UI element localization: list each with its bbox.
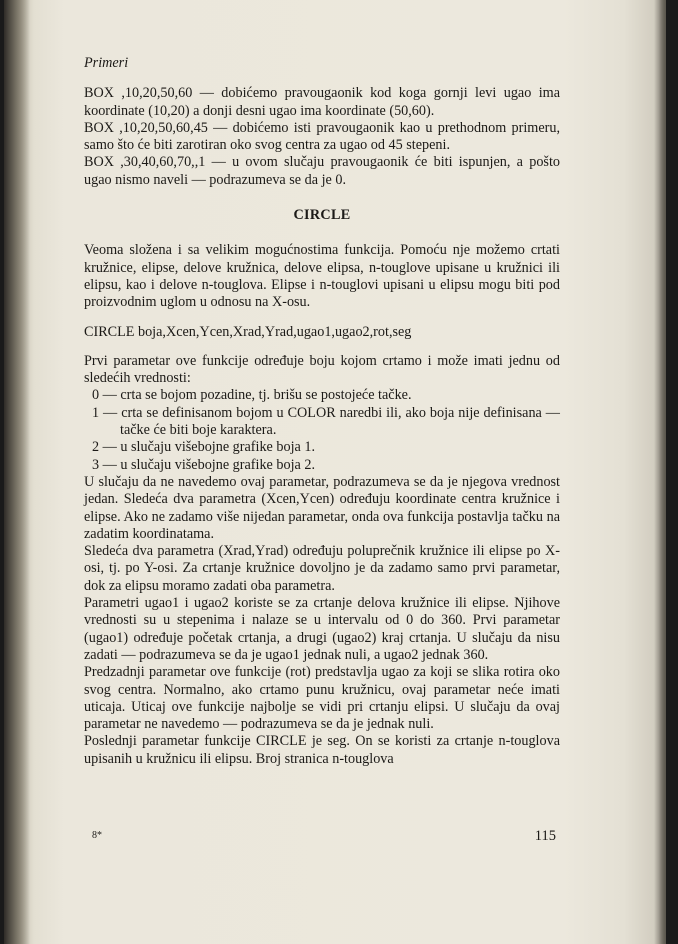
list-item: 1 — crta se definisanom bojom u COLOR naredbi ili, ako boja nije definisana — tačke će biti boje karaktera. [92, 404, 560, 439]
body-paragraph: Sledeća dva parametra (Xrad,Yrad) određuju poluprečnik kružnice ili elipse po X-osi, tj. po Y-osi. Za crtanje kružnice dovoljno je da zadamo samo prvi parametar, dok za elipsu moramo zadati oba parametra. [84, 543, 560, 594]
color-value-list [84, 387, 560, 473]
intro-paragraph: Veoma složena i sa velikim mogućnostima funkcija. Pomoću nje možemo crtati kružnice, elipse, delove kružnica, delove elipsa, n-touglove upisane u kružnici ili elipsu, kao i delove n-touglova. Elipse i n-touglovi upisani u elipsu mogu biti pod proizvodnim uglom u odnosu na X-osu. [84, 242, 560, 311]
example-paragraph: BOX ,30,40,60,70,,1 — u ovom slučaju pravougaonik će biti ispunjen, a pošto ugao nismo naveli — podrazumeva se da je 0. [84, 154, 560, 188]
body-paragraph: Predzadnji parametar ove funkcije (rot) predstavlja ugao za koji se slika rotira oko svog centra. Normalno, ako crtamo punu kružnicu, ovaj parametar neće imati uticaja. Uticaj ove funkcije najbolje se vidi pri crtanju elipsi. U slučaju da ovaj parametar ne navedemo — podrazumeva se da je jednak nuli. [84, 664, 560, 733]
list-item: 2 — u slučaju višebojne grafike boja 1. [92, 439, 316, 456]
body-paragraph: Parametri ugao1 i ugao2 koriste se za crtanje delova kružnice ili elipse. Njihove vrednosti su u stepenima i nalaze se u intervalu od 0 do 360. Prvi parametar (ugao1) određuje početak crtanja, a drugi (ugao2) kraj crtanja. U slučaju da nisu zadati — podrazumeva se da je ugao1 jednak nuli, a ugao2 jednak 360. [84, 595, 560, 663]
body-paragraph: Poslednji parametar funkcije CIRCLE je seg. On se koristi za crtanje n-touglova upisanih u kružnicu ili elipsu. Broj stranica n-touglova [84, 733, 560, 767]
page-content [84, 55, 560, 768]
book-spine-shadow [4, 0, 30, 944]
syntax-line: CIRCLE boja,Xcen,Ycen,Xrad,Yrad,ugao1,ugao2,rot,seg [84, 323, 412, 340]
signature-mark: 8* [92, 830, 102, 841]
example-paragraph: BOX ,10,20,50,60 — dobićemo pravougaonik kod koga gornji levi ugao ima koordinate (10,20) a donji desni ugao ima koordinate (50,60). [84, 85, 560, 119]
param1-intro: Prvi parametar ove funkcije određuje boju kojom crtamo i može imati jednu od sledećih vrednosti: [84, 352, 560, 387]
body-paragraph: U slučaju da ne navedemo ovaj parametar, podrazumeva se da je njegova vrednost jedan. Sledeća dva parametra (Xcen,Ycen) određuju koordinate centra kružnice i elipse. Ako ne zadamo više nijedan parametar, onda ova funkcija postavlja tačku na zadatim koordinatama. [84, 473, 560, 542]
examples-heading: Primeri [84, 55, 129, 71]
example-paragraph: BOX ,10,20,50,60,45 — dobićemo isti pravougaonik kao u prethodnom primeru, samo što će biti zarotiran oko svog centra za ugao od 45 stepeni. [84, 119, 560, 154]
section-title: CIRCLE [293, 207, 351, 224]
list-item: 0 — crta se bojom pozadine, tj. brišu se postojeće tačke. [92, 387, 412, 404]
page-edge-shadow [654, 0, 666, 944]
book-page [4, 0, 666, 944]
page-footer [84, 828, 560, 848]
list-item: 3 — u slučaju višebojne grafike boja 2. [92, 456, 316, 473]
page-number: 115 [534, 828, 556, 844]
